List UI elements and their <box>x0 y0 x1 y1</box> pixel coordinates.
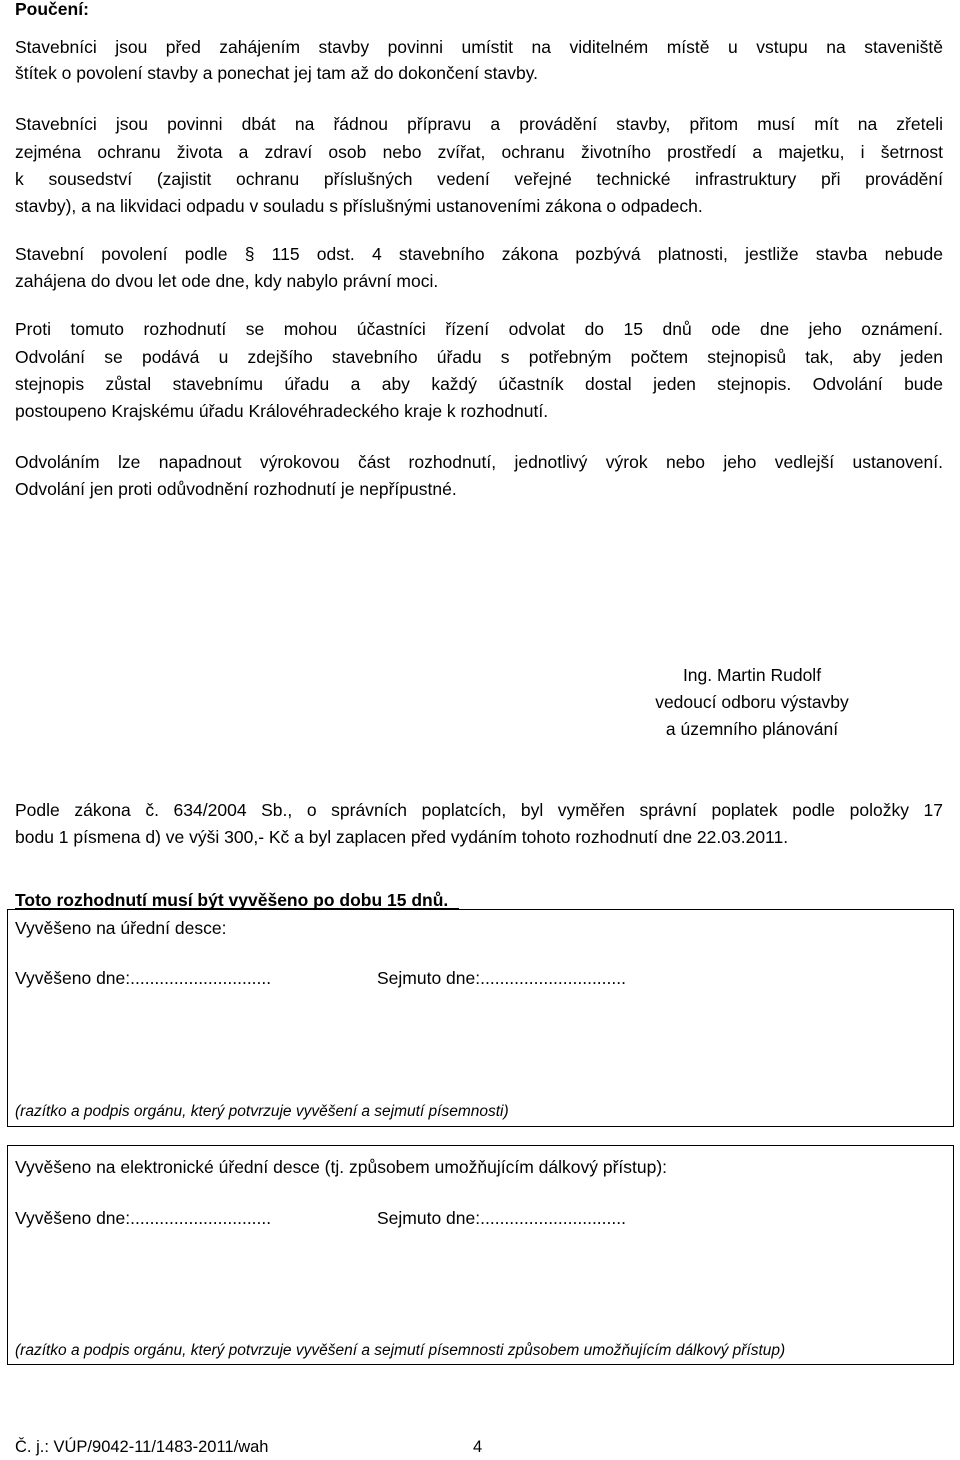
reference-number: Č. j.: VÚP/9042-11/1483-2011/wah <box>15 1438 269 1456</box>
notice-board-box <box>7 909 954 1127</box>
signatory-role: a územního plánování <box>665 719 839 739</box>
paragraph-line: štítek o povolení stavby a ponechat jej tam až do dokončení stavby. <box>15 63 539 83</box>
removed-date-field: Sejmuto dne:.............................. <box>377 968 626 988</box>
paragraph-line: stavby), a na likvidaci odpadu v souladu s příslušnými ustanoveními zákona o odpadech. <box>15 196 703 216</box>
paragraph-line: k sousedství (zajistit ochranu příslušných vedení veřejné technické infrastruktury při provádění <box>15 169 943 189</box>
section-heading: Poučení: <box>15 0 89 19</box>
notice-board-title: Vyvěšeno na úřední desce: <box>15 918 227 938</box>
paragraph-line: Stavebníci jsou povinni dbát na řádnou přípravu a provádění stavby, přitom musí mít na zřeteli <box>15 114 943 134</box>
paragraph-line: Proti tomuto rozhodnutí se mohou účastníci řízení odvolat do 15 dnů ode dne jeho oznámení. <box>15 319 943 339</box>
paragraph-line: Odvoláním lze napadnout výrokovou část rozhodnutí, jednotlivý výrok nebo jeho vedlejší ustanovení. <box>15 452 943 472</box>
stamp-caption: (razítko a podpis orgánu, který potvrzuje vyvěšení a sejmutí písemnosti) <box>15 1103 509 1120</box>
paragraph-line: Stavební povolení podle § 115 odst. 4 stavebního zákona pozbývá platnosti, jestliže stavba nebude <box>15 244 943 264</box>
posted-date-field: Vyvěšeno dne:............................. <box>15 1208 272 1228</box>
signatory-name: Ing. Martin Rudolf <box>682 665 822 685</box>
electronic-board-title: Vyvěšeno na elektronické úřední desce (tj. způsobem umožňujícím dálkový přístup): <box>15 1157 668 1177</box>
stamp-caption: (razítko a podpis orgánu, který potvrzuje vyvěšení a sejmutí písemnosti způsobem umožňujícím dálkový přístup) <box>15 1342 786 1359</box>
posting-note: Toto rozhodnutí musí být vyvěšeno po dobu 15 dnů. <box>15 890 449 910</box>
fee-line: Podle zákona č. 634/2004 Sb., o správních poplatcích, byl vyměřen správní poplatek podle položky 17 <box>15 800 943 820</box>
paragraph-line: Odvolání se podává u zdejšího stavebního úřadu s potřebným počtem stejnopisů tak, aby jeden <box>15 347 943 367</box>
paragraph-line: zahájena do dvou let ode dne, kdy nabylo právní moci. <box>15 271 439 291</box>
paragraph-line: zejména ochranu života a zdraví osob nebo zvířat, ochranu životního prostředí a majetku, i šetrnost <box>15 142 943 162</box>
signatory-role: vedoucí odboru výstavby <box>655 692 849 712</box>
page-number: 4 <box>473 1438 483 1456</box>
fee-line: bodu 1 písmena d) ve výši 300,- Kč a byl zaplacen před vydáním tohoto rozhodnutí dne 22.03.2011. <box>15 827 789 847</box>
removed-date-field: Sejmuto dne:.............................. <box>377 1208 626 1228</box>
paragraph-line: postoupeno Krajskému úřadu Královéhradeckého kraje k rozhodnutí. <box>15 401 549 421</box>
posted-date-field: Vyvěšeno dne:............................. <box>15 968 272 988</box>
paragraph-line: Odvolání jen proti odůvodnění rozhodnutí je nepřípustné. <box>15 479 457 499</box>
paragraph-line: stejnopis zůstal stavebnímu úřadu a aby každý účastník dostal jeden stejnopis. Odvolání bude <box>15 374 943 394</box>
paragraph-line: Stavebníci jsou před zahájením stavby povinni umístit na viditelném místě u vstupu na staveniště <box>15 37 943 57</box>
